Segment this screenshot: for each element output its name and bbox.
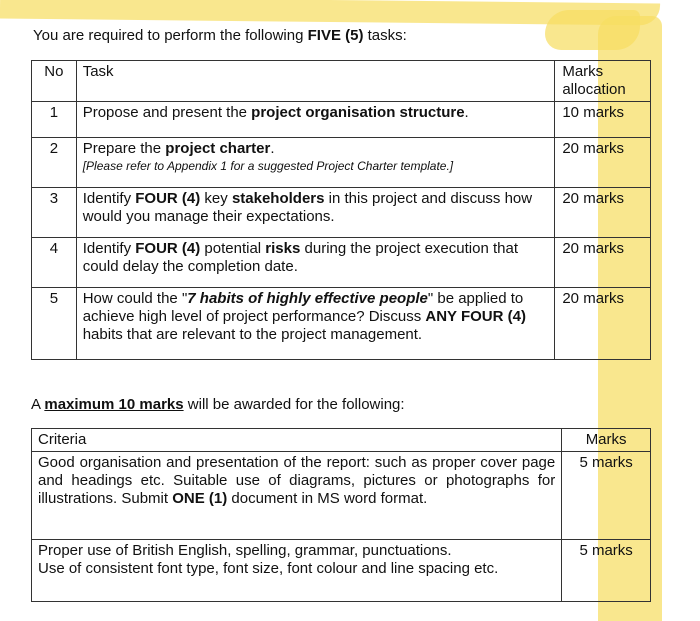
header-task: Task (76, 61, 555, 102)
task-number: 2 (32, 138, 77, 188)
criteria-table (31, 428, 651, 602)
header-no: No (32, 61, 77, 102)
task-note: [Please refer to Appendix 1 for a suggested Project Charter template.] (82, 159, 454, 173)
header-marks: Marks allocation (555, 61, 651, 102)
task-description: Propose and present the project organisation structure. (76, 102, 555, 138)
criteria-marks: 5 marks (562, 540, 651, 602)
tasks-table (31, 60, 651, 360)
task-marks: 20 marks (555, 188, 651, 238)
header-criteria-marks: Marks (562, 429, 651, 452)
maximum-note: A maximum 10 marks will be awarded for the following: (31, 396, 405, 413)
intro-bold: FIVE (5) (307, 27, 364, 44)
task-number: 3 (32, 188, 77, 238)
task-row (32, 288, 651, 360)
criteria-description: Proper use of British English, spelling, grammar, punctuations. Use of consistent font type, font size, font colour and line spacing etc. (32, 540, 562, 602)
task-marks: 20 marks (555, 138, 651, 188)
task-number: 4 (32, 238, 77, 288)
task-row (32, 188, 651, 238)
intro-text: You are required to perform the following FIVE (5) tasks: (33, 27, 407, 44)
task-marks: 20 marks (555, 238, 651, 288)
task-number: 1 (32, 102, 77, 138)
maximum-marks-underlined: maximum 10 marks (44, 396, 184, 413)
criteria-row (32, 540, 651, 602)
task-row (32, 138, 651, 188)
criteria-marks: 5 marks (562, 452, 651, 540)
task-description: Prepare the project charter. [Please refer to Appendix 1 for a suggested Project Charter template.] (76, 138, 555, 188)
task-number: 5 (32, 288, 77, 360)
task-row (32, 102, 651, 138)
task-description: How could the "7 habits of highly effective people" be applied to achieve high level of project performance? Discuss ANY FOUR (4) habits that are relevant to the project management. (76, 288, 555, 360)
task-marks: 20 marks (555, 288, 651, 360)
task-description: Identify FOUR (4) key stakeholders in this project and discuss how would you manage their expectations. (76, 188, 555, 238)
criteria-description: Good organisation and presentation of the report: such as proper cover page and headings etc. Suitable use of diagrams, pictures or photographs for illustrations. Submit ONE (1) document in MS word format. (32, 452, 562, 540)
criteria-row (32, 452, 651, 540)
header-criteria: Criteria (32, 429, 562, 452)
task-row (32, 238, 651, 288)
task-description: Identify FOUR (4) potential risks during the project execution that could delay the completion date. (76, 238, 555, 288)
task-marks: 10 marks (555, 102, 651, 138)
criteria-header-row (32, 429, 651, 452)
tasks-header-row (32, 61, 651, 102)
